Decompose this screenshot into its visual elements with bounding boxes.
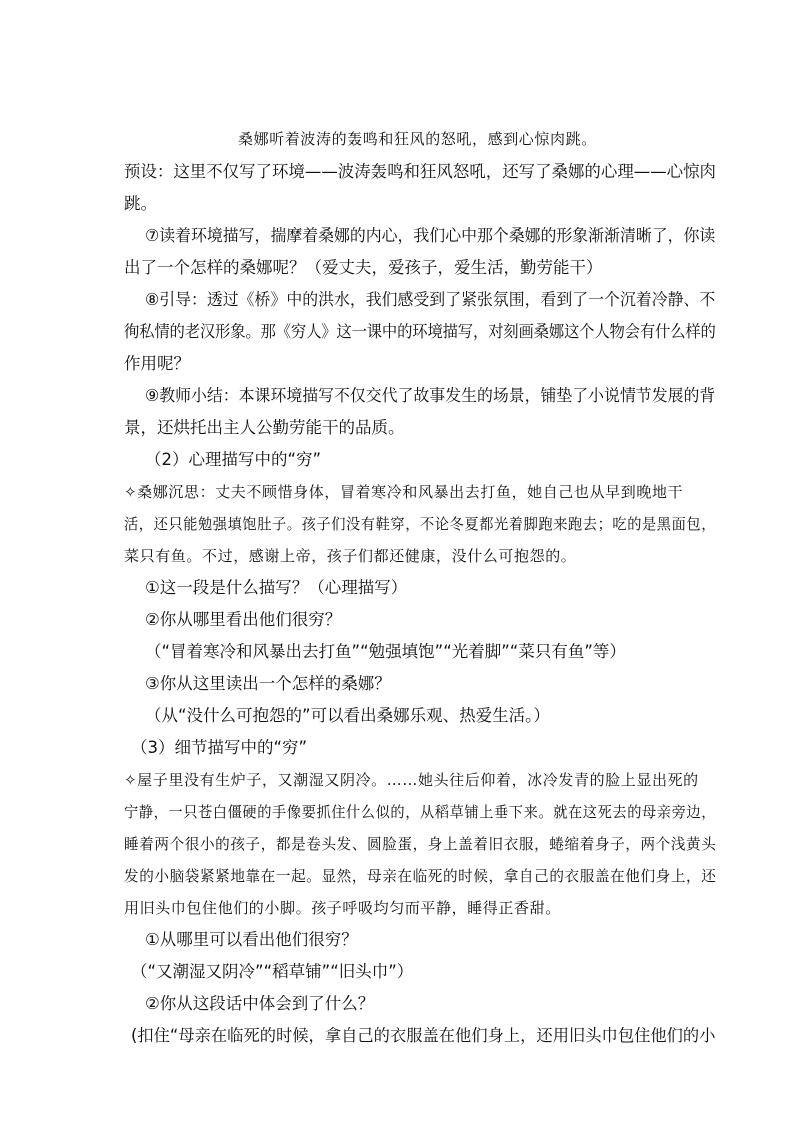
question-line: ③你从这里读出一个怎样的桑娜？	[145, 674, 391, 693]
paragraph-line: 预设：这里不仅写了环境——波涛轰鸣和狂风怒吼，还写了桑娜的心理——心惊肉	[124, 162, 716, 181]
quote-line: 发的小脑袋紧紧地靠在一起。显然，母亲在临死的时候，拿自己的衣服盖在他们身上，还	[124, 867, 717, 885]
section-heading: （3）细节描写中的“穷”	[131, 738, 308, 757]
quote-line: 用旧头巾包住他们的小脚。孩子呼吸均匀而平静，睡得正香甜。	[124, 899, 561, 917]
answer-line: （从“没什么可抱怨的”可以看出桑娜乐观、热爱生活。）	[145, 706, 550, 725]
paragraph-line: 作用呢？	[124, 354, 190, 373]
quote-line: 菜只有鱼。不过，感谢上帝，孩子们都还健康，没什么可抱怨的。	[124, 547, 577, 565]
question-line: ①从哪里可以看出他们很穷？	[145, 930, 358, 949]
answer-line: （“又潮湿又阴冷”“稻草铺”“旧头巾”）	[131, 962, 414, 981]
question-line: ①这一段是什么描写？（心理描写）	[145, 578, 408, 597]
paragraph-line: 徇私情的老汉形象。那《穷人》这一课中的环境描写，对刻画桑娜这个人物会有什么样的	[124, 322, 716, 341]
question-line: ②你从这段话中体会到了什么？	[145, 994, 375, 1013]
paragraph-line: ⑦读着环境描写，揣摩着桑娜的内心，我们心中那个桑娜的形象渐渐清晰了，你读	[145, 226, 716, 245]
question-line: ②你从哪里看出他们很穷？	[145, 610, 342, 629]
paragraph-line: ⑧引导：透过《桥》中的洪水，我们感受到了紧张氛围，看到了一个沉着冷静、不	[145, 290, 716, 309]
section-heading: （2）心理描写中的“穷”	[145, 450, 322, 469]
quote-line: 宁静，一只苍白僵硬的手像要抓住什么似的，从稻草铺上垂下来。就在这死去的母亲旁边，	[124, 803, 717, 821]
answer-line: （“冒着寒冷和风暴出去打鱼”“勉强填饱”“光着脚”“菜只有鱼”等）	[145, 642, 626, 661]
quote-line: 桑娜听着波涛的轰鸣和狂风的怒吼，感到心惊肉跳。	[238, 130, 597, 148]
paragraph-line: 景，还烘托出主人公勤劳能干的品质。	[124, 418, 405, 437]
paragraph-line: 出了一个怎样的桑娜呢？（爱丈夫，爱孩子，爱生活，勤劳能干）	[124, 258, 603, 277]
paragraph-line: ⑨教师小结：本课环境描写不仅交代了故事发生的场景，铺垫了小说情节发展的背	[145, 386, 716, 405]
quote-line: ✧桑娜沉思：丈夫不顾惜身体，冒着寒冷和风暴出去打鱼，她自己也从早到晚地干	[124, 483, 684, 501]
quote-line: 睡着两个很小的孩子，都是卷头发、圆脸蛋，身上盖着旧衣服，蜷缩着身子，两个浅黄头	[124, 835, 717, 853]
answer-line: (扣住“母亲在临死的时候，拿自己的衣服盖在他们身上，还用旧头巾包住他们的小	[131, 1026, 716, 1045]
paragraph-line: 跳。	[124, 194, 157, 213]
quote-line: ✧屋子里没有生炉子，又潮湿又阴冷。……她头往后仰着，冰冷发青的脸上显出死的	[124, 771, 699, 789]
quote-line: 活，还只能勉强填饱肚子。孩子们没有鞋穿，不论冬夏都光着脚跑来跑去；吃的是黑面包，	[124, 515, 717, 533]
